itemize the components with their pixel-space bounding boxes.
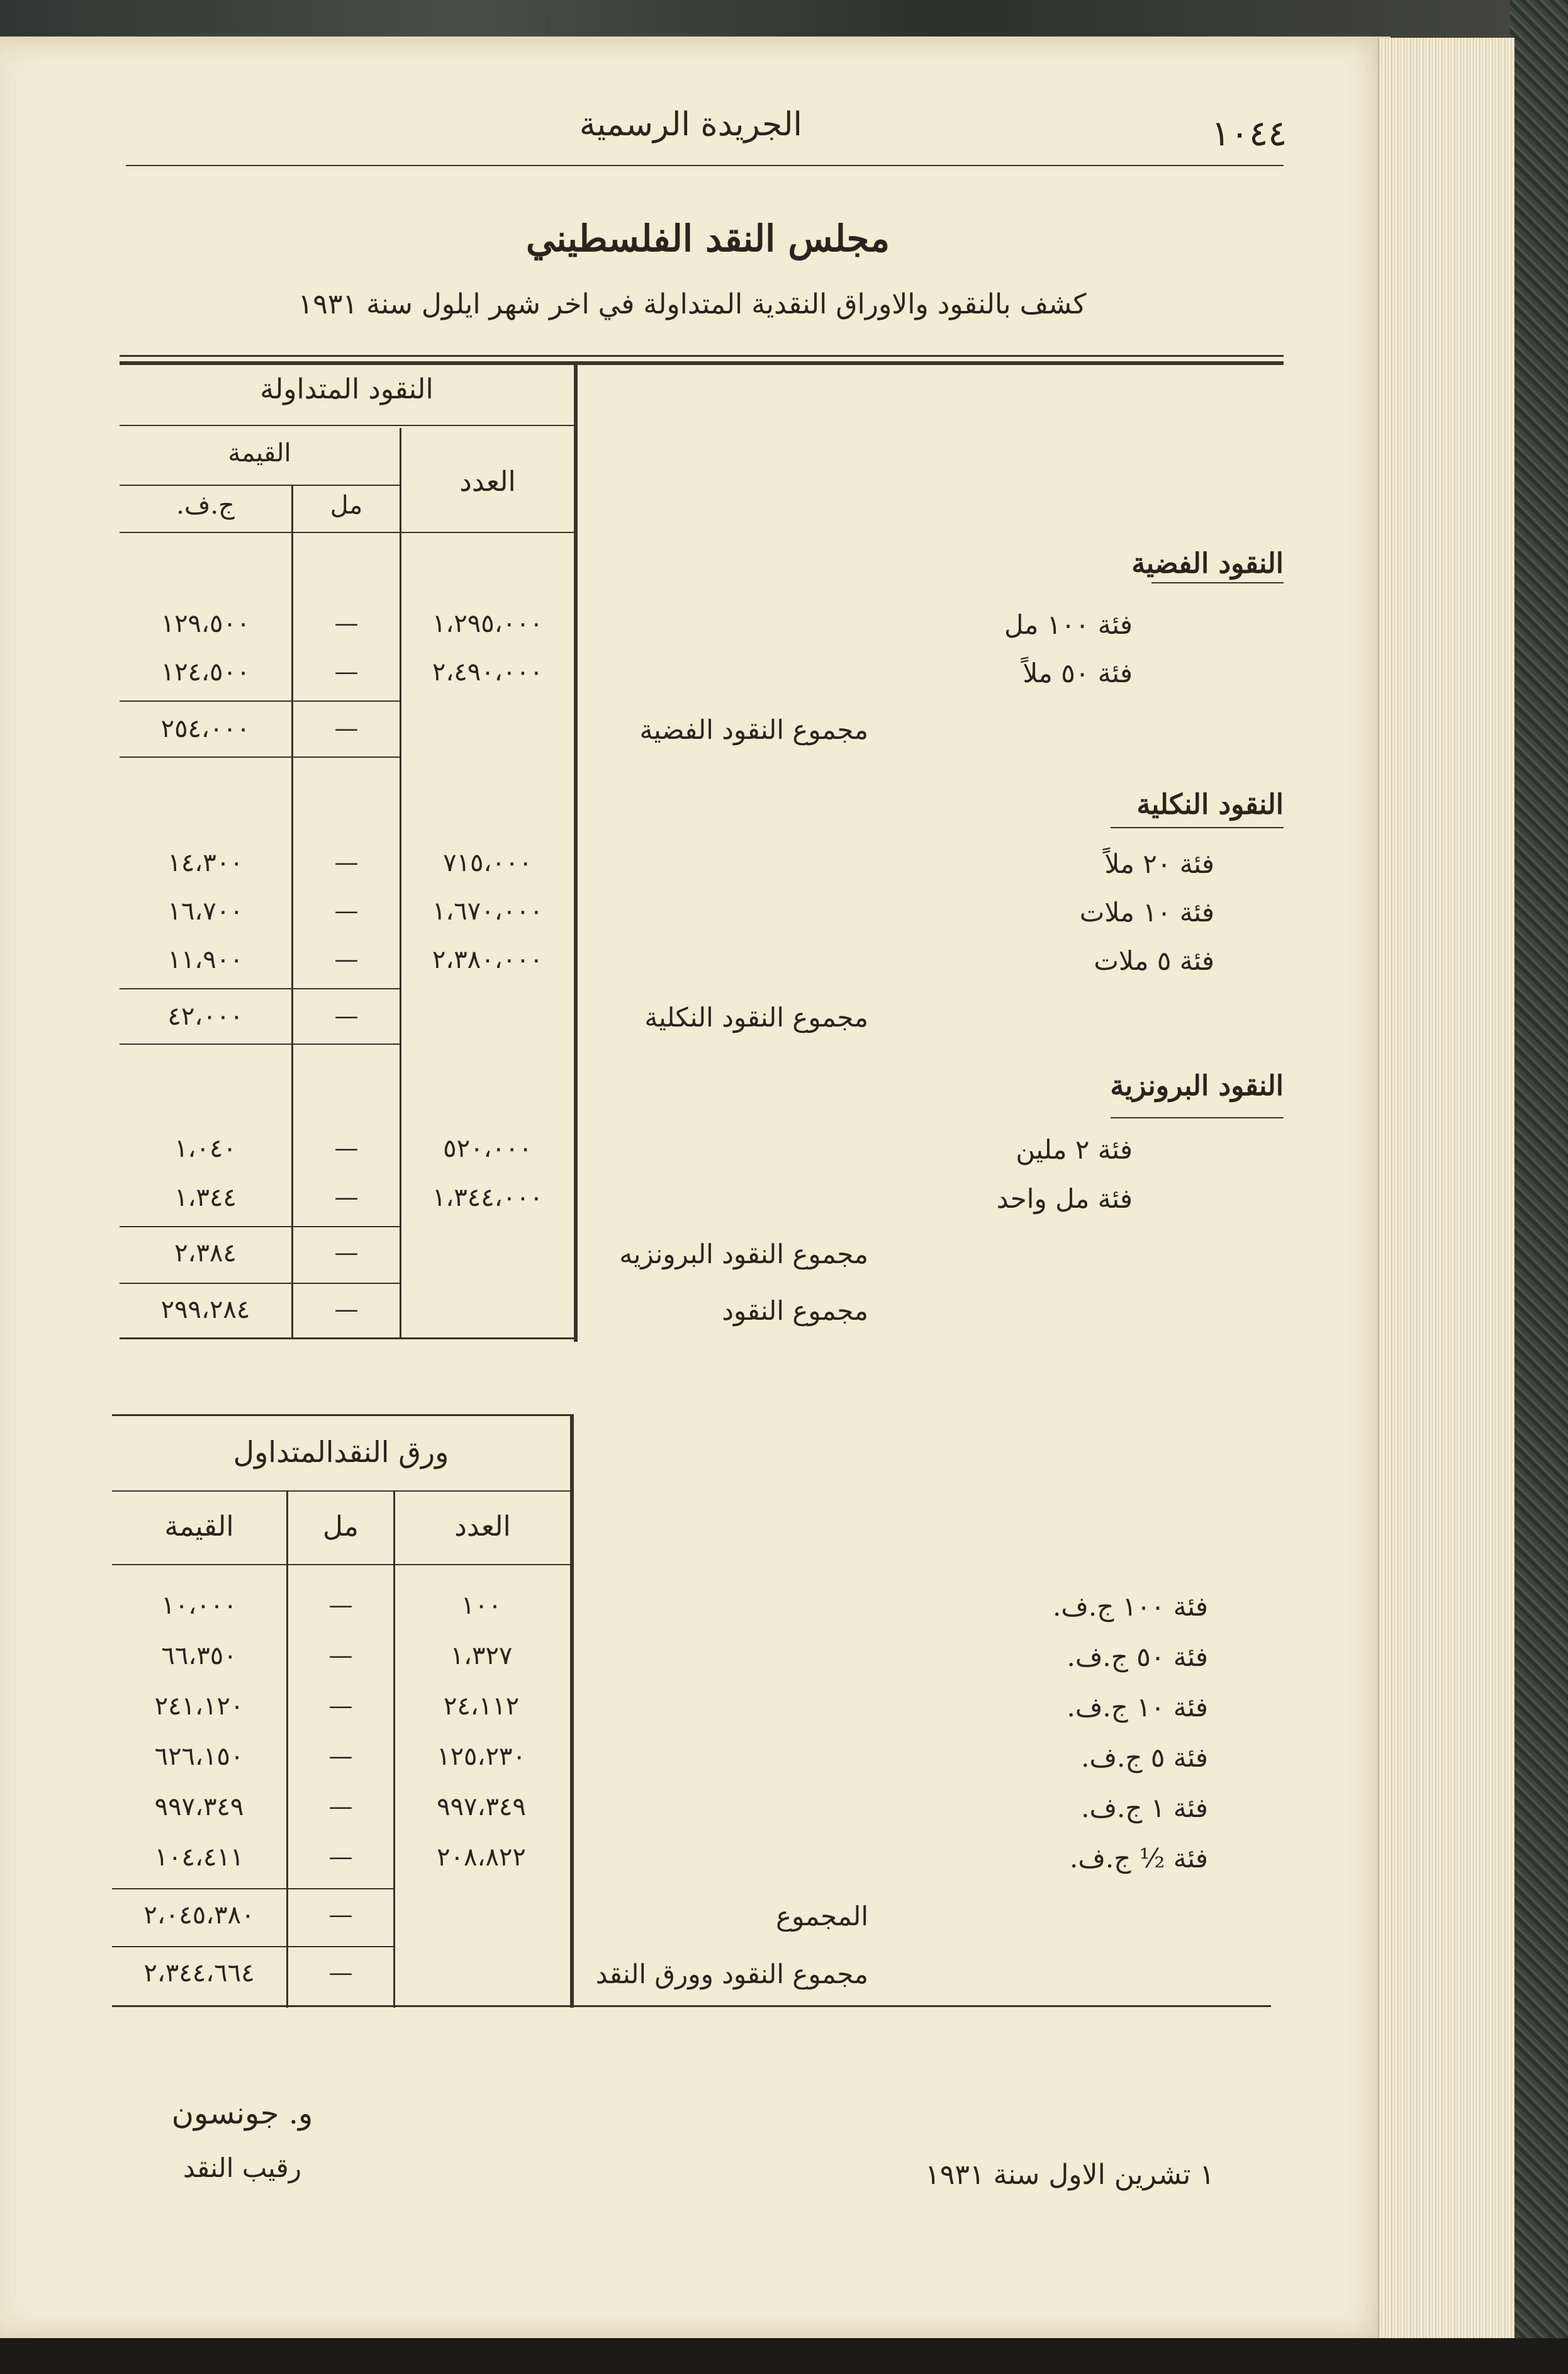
notes-total-rule-top xyxy=(112,1888,393,1889)
bronze-total-rule-bottom xyxy=(120,1283,400,1284)
header-rule xyxy=(126,165,1284,166)
coins-count-col-line xyxy=(400,428,401,1337)
row-mil: — xyxy=(328,1901,353,1928)
page-number: ١٠٤٤ xyxy=(1211,113,1287,154)
row-mil: — xyxy=(328,1641,353,1669)
row-label: فئة ١ ج.ف. xyxy=(1081,1792,1208,1823)
grand-total-label: مجموع النقود وورق النقد xyxy=(595,1959,868,1989)
row-label: فئة ١٠ ملات xyxy=(1079,897,1214,928)
grand-total-value: ٢،٣٤٤،٦٦٤ xyxy=(143,1959,255,1988)
row-mil: — xyxy=(328,1591,353,1619)
grand-total-value: ٢٩٩،٢٨٤ xyxy=(160,1295,250,1324)
row-value: ١١،٩٠٠ xyxy=(167,945,244,974)
coins-value-rule xyxy=(120,485,400,486)
row-count: ١٢٥،٢٣٠ xyxy=(437,1742,526,1771)
row-mil: — xyxy=(328,1959,353,1986)
coins-col-pound: ج.ف. xyxy=(176,491,235,520)
row-total-label: المجموع xyxy=(776,1901,868,1932)
row-count: ١٠٠ xyxy=(461,1591,502,1620)
silver-total-rule-top xyxy=(120,700,400,702)
row-mil: — xyxy=(334,1183,359,1211)
row-total-label: مجموع النقود الفضية xyxy=(639,714,868,745)
nickel-total-rule-bottom xyxy=(120,1044,400,1045)
section-heading-nickel: النقود النكلية xyxy=(1136,789,1284,821)
row-mil: — xyxy=(334,714,359,742)
row-value: ٦٦،٣٥٠ xyxy=(161,1641,237,1670)
row-total-label: مجموع النقود البرونزيه xyxy=(619,1239,868,1269)
row-label: فئة ٥٠ ملاً xyxy=(1022,658,1133,689)
table-top-rule-thick xyxy=(120,361,1284,365)
row-label: فئة ١٠٠ ج.ف. xyxy=(1052,1591,1208,1622)
notes-col-value: القيمة xyxy=(164,1510,234,1543)
row-total-value: ٤٢،٠٠٠ xyxy=(167,1002,244,1031)
document-subtitle: كشف بالنقود والاوراق النقدية المتداولة في اخر شهر ايلول سنة ١٩٣١ xyxy=(298,288,1087,320)
row-count: ٥٢٠،٠٠٠ xyxy=(443,1134,532,1163)
bottom-shadow xyxy=(0,2338,1568,2374)
row-value: ٦٢٦،١٥٠ xyxy=(154,1742,244,1771)
row-total-value: ٢،٠٤٥،٣٨٠ xyxy=(143,1901,255,1930)
silver-heading-underline xyxy=(1151,582,1284,583)
running-title: الجريدة الرسمية xyxy=(579,106,802,143)
row-value: ١٠،٠٠٠ xyxy=(161,1591,237,1620)
notes-total-rule-bottom xyxy=(112,1946,393,1947)
page-edges xyxy=(1378,38,1515,2341)
coins-subheader-rule xyxy=(120,532,574,533)
row-count: ١،٢٩٥،٠٠٠ xyxy=(432,609,544,638)
row-mil: — xyxy=(334,1295,359,1323)
coins-table-divider xyxy=(574,365,578,1342)
row-count: ١،٦٧٠،٠٠٠ xyxy=(432,897,544,926)
row-value: ١٤،٣٠٠ xyxy=(167,848,244,877)
coins-col-count: العدد xyxy=(459,466,516,498)
coins-group-header: النقود المتداولة xyxy=(260,373,434,405)
row-mil: — xyxy=(334,897,359,925)
row-total-value: ٢،٣٨٤ xyxy=(174,1239,237,1268)
row-total-value: ٢٥٤،٠٠٠ xyxy=(160,714,250,743)
row-label: فئة ١٠ ج.ف. xyxy=(1067,1692,1208,1723)
notes-group-header: ورق النقدالمتداول xyxy=(233,1435,449,1469)
row-count: ٢٠٨،٨٢٢ xyxy=(437,1843,526,1872)
row-mil: — xyxy=(334,1002,359,1030)
row-label: فئة ٥ ملات xyxy=(1094,945,1214,976)
row-mil: — xyxy=(334,945,359,973)
coins-table-bottom-rule xyxy=(120,1337,574,1339)
notes-header-rule xyxy=(112,1490,571,1492)
section-heading-bronze: النقود البرونزية xyxy=(1110,1070,1284,1102)
row-count: ٩٩٧،٣٤٩ xyxy=(437,1792,526,1821)
row-label: فئة ½ ج.ف. xyxy=(1069,1843,1208,1874)
notes-count-col-line xyxy=(393,1492,395,2008)
signatory-name: و. جونسون xyxy=(171,2096,313,2131)
bronze-heading-underline xyxy=(1111,1117,1284,1118)
row-mil: — xyxy=(334,848,359,876)
footer-date: ١ تشرين الاول سنة ١٩٣١ xyxy=(925,2159,1214,2191)
grand-total-label: مجموع النقود xyxy=(722,1295,868,1326)
row-count: ١،٣٤٤،٠٠٠ xyxy=(432,1183,544,1212)
notes-col-mil: مل xyxy=(323,1510,359,1543)
row-value: ١،٠٤٠ xyxy=(174,1134,237,1163)
row-mil: — xyxy=(334,609,359,637)
nickel-heading-underline xyxy=(1111,827,1284,828)
coins-col-value: القيمة xyxy=(228,439,291,468)
row-value: ١٢٩،٥٠٠ xyxy=(160,609,250,638)
row-label: فئة ٥٠ ج.ف. xyxy=(1067,1641,1208,1672)
row-mil: — xyxy=(334,1239,359,1266)
row-mil: — xyxy=(334,658,359,685)
row-value: ١،٣٤٤ xyxy=(174,1183,237,1212)
row-value: ١٠٤،٤١١ xyxy=(154,1843,244,1872)
table-top-rule xyxy=(120,355,1284,357)
notes-top-rule xyxy=(112,1414,573,1416)
notes-col-count: العدد xyxy=(454,1510,511,1543)
book-cover-right xyxy=(1510,0,1568,2374)
row-mil: — xyxy=(328,1792,353,1820)
row-label: فئة ٥ ج.ف. xyxy=(1081,1742,1208,1773)
row-value: ١٢٤،٥٠٠ xyxy=(160,658,250,687)
signatory-title: رقيب النقد xyxy=(182,2152,302,2183)
row-total-label: مجموع النقود النكلية xyxy=(644,1002,868,1033)
row-value: ٢٤١،١٢٠ xyxy=(154,1692,244,1721)
nickel-total-rule-top xyxy=(120,988,400,989)
row-label: فئة ١٠٠ مل xyxy=(1004,609,1133,640)
section-heading-silver: النقود الفضية xyxy=(1131,548,1284,580)
silver-total-rule-bottom xyxy=(120,757,400,758)
row-label: فئة ٢ ملين xyxy=(1016,1134,1133,1165)
row-mil: — xyxy=(334,1134,359,1162)
notes-table-divider xyxy=(570,1414,574,2008)
coins-col-mil: مل xyxy=(330,491,363,520)
row-label: فئة ٢٠ ملاً xyxy=(1104,848,1214,879)
bronze-total-rule-top xyxy=(120,1226,400,1227)
row-value: ٩٩٧،٣٤٩ xyxy=(154,1792,244,1821)
notes-subheader-rule xyxy=(112,1564,571,1565)
row-count: ٧١٥،٠٠٠ xyxy=(443,848,532,877)
row-value: ١٦،٧٠٠ xyxy=(167,897,244,926)
row-mil: — xyxy=(328,1692,353,1719)
notes-table-bottom-rule xyxy=(112,2005,1271,2007)
row-count: ٢٤،١١٢ xyxy=(443,1692,520,1721)
row-mil: — xyxy=(328,1843,353,1871)
row-count: ٢،٣٨٠،٠٠٠ xyxy=(432,945,544,974)
row-label: فئة مل واحد xyxy=(996,1183,1133,1214)
row-mil: — xyxy=(328,1742,353,1770)
row-count: ١،٣٢٧ xyxy=(450,1641,513,1670)
document-title: مجلس النقد الفلسطيني xyxy=(525,217,890,260)
coins-header-rule xyxy=(120,425,574,426)
row-count: ٢،٤٩٠،٠٠٠ xyxy=(432,658,544,687)
